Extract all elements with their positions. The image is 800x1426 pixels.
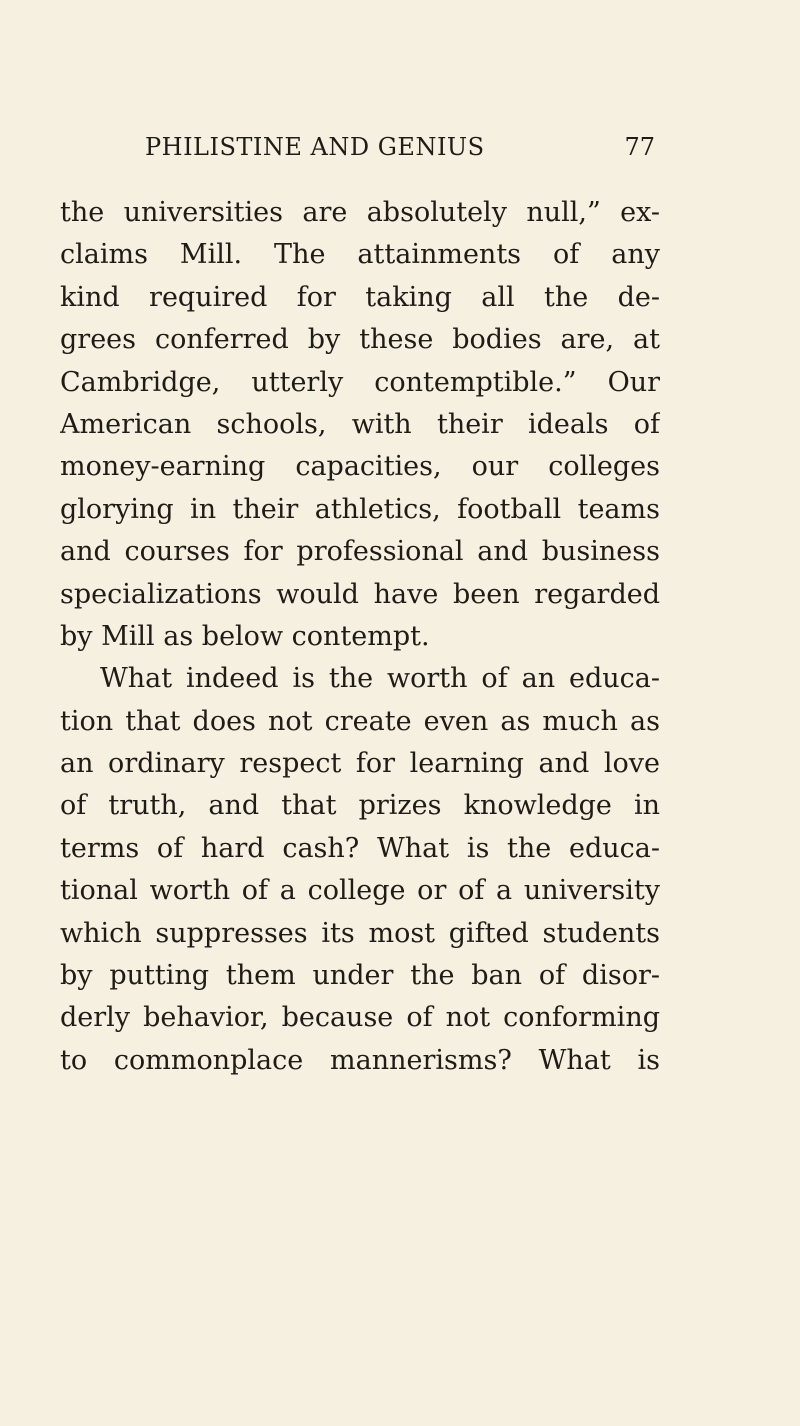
text-line: American schools, with their ideals of [60,408,660,440]
text-line: an ordinary respect for learning and love [60,748,660,780]
text-line: tional worth of a college or of a university [60,875,660,907]
text-line: Cambridge, utterly contemptible.” Our [60,366,660,398]
text-line: which suppresses its most gifted students [60,917,660,949]
text-line: and courses for professional and business [60,536,660,568]
running-head [145,130,655,164]
text-line: by putting them under the ban of disor- [60,960,660,992]
text-line: the universities are absolutely null,” ex- [60,197,660,228]
text-line: grees conferred by these bodies are, at [60,324,660,356]
text-line: of truth, and that prizes knowledge in [60,790,660,822]
text-line: to commonplace mannerisms? What is [60,1044,660,1076]
text-line: kind required for taking all the de- [60,281,660,313]
text-line: derly behavior, because of not conforming [60,1002,660,1034]
text-line-paragraph-start: What indeed is the worth of an educa- [100,663,660,695]
text-line: glorying in their athletics, football teams [60,493,660,525]
text-line: specializations would have been regarded [60,578,660,610]
text-line: terms of hard cash? What is the educa- [60,832,660,864]
text-line: claims Mill. The attainments of any [60,239,660,271]
text-line: tion that does not create even as much as [60,705,660,737]
text-line: money-earning capacities, our colleges [60,451,660,483]
body-text [60,192,660,1082]
text-line-paragraph-end: by Mill as below contempt. [60,620,430,652]
page-number: 77 [624,133,655,161]
running-head-title: PHILISTINE AND GENIUS [145,133,485,161]
